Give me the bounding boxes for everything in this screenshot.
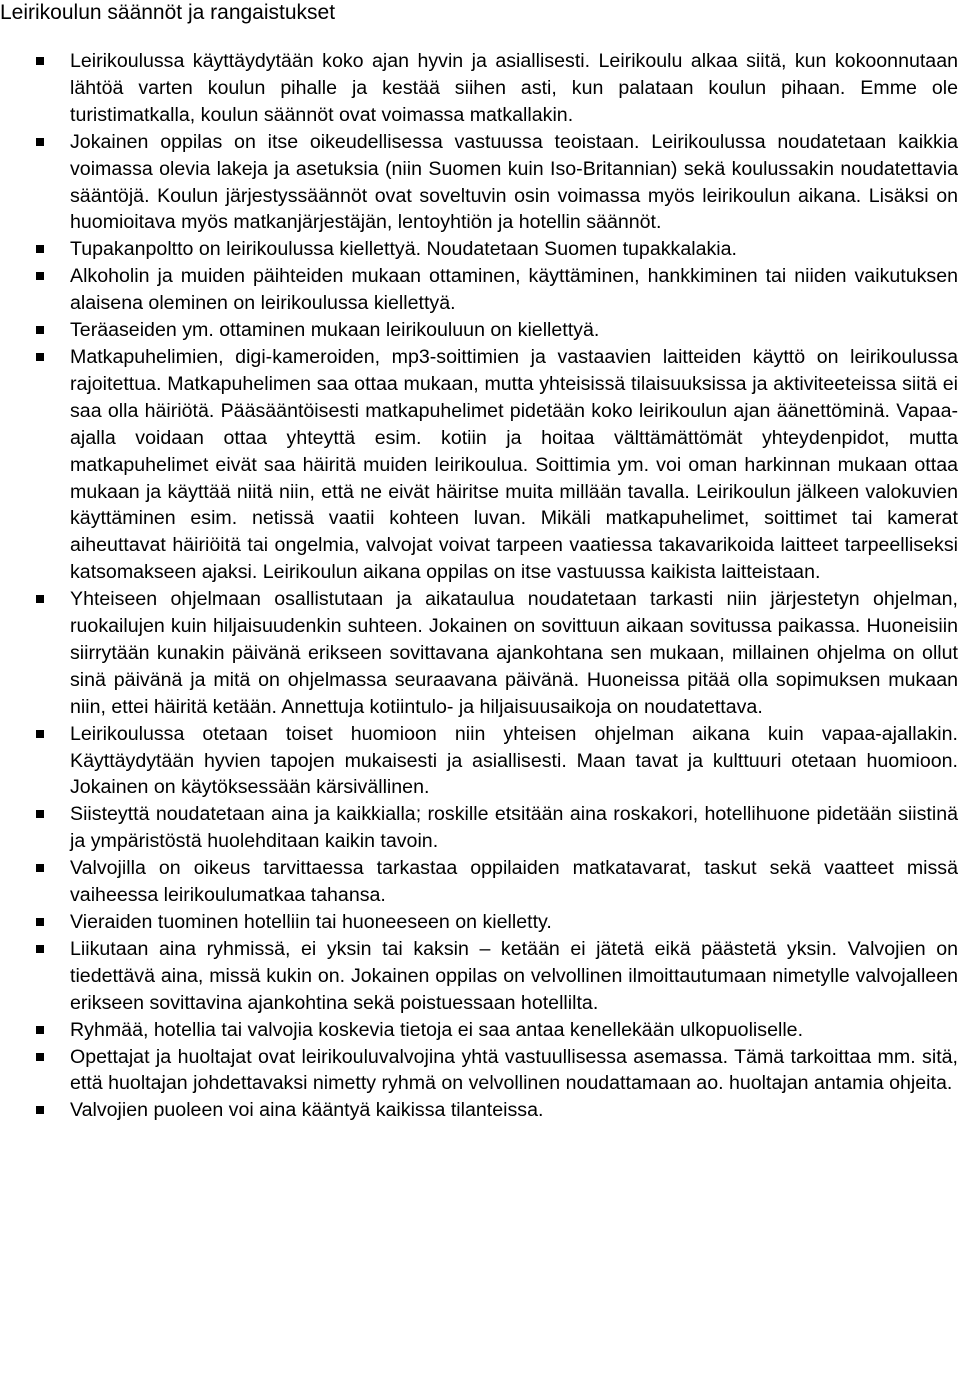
square-bullet-icon bbox=[36, 1106, 44, 1114]
list-item bbox=[0, 1044, 958, 1098]
rule-text: Tupakanpoltto on leirikoulussa kiellettyä. Noudatetaan Suomen tupakkalakia. bbox=[70, 238, 737, 261]
square-bullet-icon bbox=[36, 918, 44, 926]
square-bullet-icon bbox=[36, 810, 44, 818]
square-bullet-icon bbox=[36, 864, 44, 872]
list-item bbox=[0, 236, 958, 263]
list-item bbox=[0, 317, 958, 344]
square-bullet-icon bbox=[36, 353, 44, 361]
rule-text: Matkapuhelimien, digi-kameroiden, mp3-soittimien ja vastaavien laitteiden käyttö on leirikoulussa rajoitettua. Matkapuhelimen saa ottaa mukaan, mutta yhteisissä tilaisuuksissa ja aktiviteeteissa siitä ei saa olla häiriötä. Pääsääntöisesti matkapuhelimet pidetään koko leirikoulun ajan äänettöminä. Vapaa-ajalla voidaan ottaa yhteyttä esim. kotiin ja hoitaa välttämättömät yhteydenpidot, mutta matkapuhelimet eivät saa häiritä muiden leirikoulua. Soittimia ym. voi oman harkinnan mukaan ottaa mukaan ja käyttää niitä niin, että ne eivät häiritse muita millään tavalla. Leirikoulun jälkeen valokuvien käyttäminen esim. netissä vaatii kohteen luvan. Mikäli matkapuhelimet, soittimet tai kamerat aiheuttavat häiriöitä tai ongelmia, valvojat voivat tarpeen vaatiessa takavarikoida laitteet tarpeelliseksi katsomakseen ajaksi. Leirikoulun aikana oppilas on itse vastuussa kaikista laitteistaan. bbox=[70, 345, 958, 584]
rule-text: Yhteiseen ohjelmaan osallistutaan ja aikataulua noudatetaan tarkasti niin järjestetyn ohjelman, ruokailujen kuin hiljaisuudenkin suhteen. Jokainen on sovittuun aikaan sovitussa paikassa. Huoneisiin siirrytään kunakin päivänä erikseen sovittavana ajankohtana sen mukaan, millainen ohjelma on ollut sinä päivänä ja mitä on ohjelmassa seuraavana päivänä. Huoneissa pitää olla sopimuksen mukaan niin, ettei häiritä ketään. Annettuja kotiintulo- ja hiljaisuusaikoja on noudatettava. bbox=[70, 588, 958, 718]
list-item bbox=[0, 801, 958, 855]
list-item bbox=[0, 1017, 958, 1044]
rule-text: Valvojilla on oikeus tarvittaessa tarkastaa oppilaiden matkatavarat, taskut sekä vaatteet missä vaiheessa leirikoulumatkaa tahansa. bbox=[70, 857, 958, 907]
square-bullet-icon bbox=[36, 945, 44, 953]
square-bullet-icon bbox=[36, 138, 44, 146]
rule-text: Valvojien puoleen voi aina kääntyä kaikissa tilanteissa. bbox=[70, 1099, 544, 1122]
rules-list bbox=[0, 48, 958, 1124]
rule-text: Jokainen oppilas on itse oikeudellisessa vastuussa teoistaan. Leirikoulussa noudatetaan kaikkia voimassa olevia lakeja ja asetuksia (niin Suomen kuin Iso-Britannian) sekä koulussakin noudatettavia sääntöjä. Koulun järjestyssäännöt ovat soveltuvin osin voimassa myös leirikoulun aikana. Lisäksi on huomioitava myös matkanjärjestäjän, lentoyhtiön ja hotellin säännöt. bbox=[70, 130, 958, 234]
list-item bbox=[0, 586, 958, 721]
square-bullet-icon bbox=[36, 57, 44, 65]
page-title: Leirikoulun säännöt ja rangaistukset bbox=[0, 1, 336, 24]
list-item bbox=[0, 129, 958, 237]
rule-text: Leirikoulussa käyttäydytään koko ajan hyvin ja asiallisesti. Leirikoulu alkaa siitä, kun kokoonnutaan lähtöä varten koulun pihalle ja kestää siihen asti, kun palataan koulun pihaan. Emme ole turistimatkalla, koulun säännöt ovat voimassa matkallakin. bbox=[70, 50, 958, 126]
square-bullet-icon bbox=[36, 1026, 44, 1034]
list-item bbox=[0, 1097, 958, 1124]
list-item bbox=[0, 48, 958, 129]
square-bullet-icon bbox=[36, 272, 44, 280]
rule-text: Siisteyttä noudatetaan aina ja kaikkialla; roskille etsitään aina roskakori, hotellihuone pidetään siistinä ja ympäristöstä huolehditaan kaikin tavoin. bbox=[70, 803, 958, 853]
rule-text: Liikutaan aina ryhmissä, ei yksin tai kaksin – ketään ei jätetä eikä päästetä yksin. Valvojien on tiedettävä aina, missä kukin on. Jokainen oppilas on velvollinen ilmoittautumaan nimetylle valvojalleen erikseen sovittavina ajankohtina sekä poistuessaan hotellilta. bbox=[70, 937, 958, 1014]
list-item bbox=[0, 263, 958, 317]
square-bullet-icon bbox=[36, 730, 44, 738]
square-bullet-icon bbox=[36, 326, 44, 334]
rule-text: Teräaseiden ym. ottaminen mukaan leirikouluun on kiellettyä. bbox=[70, 319, 600, 342]
square-bullet-icon bbox=[36, 245, 44, 253]
rule-text: Vieraiden tuominen hotelliin tai huoneeseen on kielletty. bbox=[70, 911, 552, 933]
square-bullet-icon bbox=[36, 1053, 44, 1061]
rule-text: Opettajat ja huoltajat ovat leirikouluvalvojina yhtä vastuullisessa asemassa. Tämä tarkoittaa mm. sitä, että huoltajan johdettavaksi nimetty ryhmä on velvollinen noudattamaan ao. huoltajan antamia ohjeita. bbox=[70, 1045, 958, 1095]
rule-text: Leirikoulussa otetaan toiset huomioon niin yhteisen ohjelman aikana kuin vapaa-ajallakin. Käyttäydytään hyvien tapojen mukaisesti ja asiallisesti. Maan tavat ja kulttuuri otetaan huomioon. Jokainen on käytöksessään kärsivällinen. bbox=[70, 722, 958, 799]
list-item bbox=[0, 721, 958, 802]
square-bullet-icon bbox=[36, 595, 44, 603]
list-item bbox=[0, 344, 958, 586]
list-item bbox=[0, 909, 958, 936]
rule-text: Ryhmää, hotellia tai valvojia koskevia tietoja ei saa antaa kenellekään ulkopuoliselle. bbox=[70, 1018, 804, 1041]
list-item bbox=[0, 855, 958, 909]
rule-text: Alkoholin ja muiden päihteiden mukaan ottaminen, käyttäminen, hankkiminen tai niiden vaikutuksen alaisena oleminen on leirikoulussa kiellettyä. bbox=[70, 265, 958, 315]
list-item bbox=[0, 936, 958, 1017]
